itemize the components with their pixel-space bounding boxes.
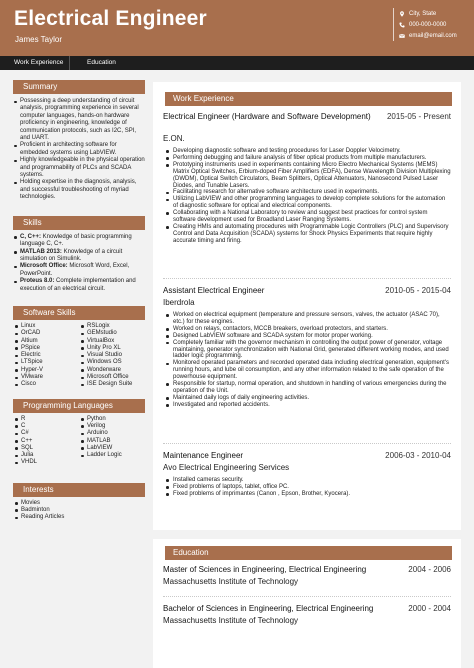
programming-col-2 (79, 416, 145, 467)
job-company: Avo Electrical Engineering Services (163, 463, 290, 472)
software-item: Wonderware (79, 367, 145, 374)
education-divider (163, 596, 451, 597)
nav-work-experience[interactable]: Work Experience (8, 56, 70, 70)
degree-dates: 2000 - 2004 (408, 604, 451, 613)
software-item: Unity Pro XL (79, 345, 145, 352)
contact-info (393, 8, 474, 41)
job-company: E.ON. (163, 134, 185, 143)
skills-heading: Skills (13, 216, 145, 230)
degree-dates: 2004 - 2006 (408, 565, 451, 574)
skill-desc: Microsoft Word, Excel, PowerPoint. (20, 263, 130, 277)
language-item: C (13, 423, 79, 430)
location-icon (399, 11, 405, 17)
job-divider (163, 278, 451, 279)
summary-section (13, 80, 145, 202)
email-icon (399, 33, 405, 39)
skills-section (13, 216, 145, 293)
software-item: PSpice (13, 345, 79, 352)
skill-item (13, 234, 145, 249)
job-dates: 2010-05 - 2015-04 (385, 286, 451, 295)
contact-location-text: City, State (409, 10, 437, 17)
job-duty: Responsible for startup, normal operation, and shutdown in handling of various emergencies during the operation of the Unit. (163, 381, 451, 395)
software-item: LTSpice (13, 359, 79, 366)
programming-languages-section (13, 399, 145, 467)
school-name: Massachusetts Institute of Technology (163, 577, 299, 586)
interests-section (13, 483, 145, 522)
nav-education[interactable]: Education (87, 59, 116, 66)
job-duty: Monitored operated parameters and recorded operated data including electrical generation, equipment's running hours, and lube oil consumption, and any other information related to the safe operation of the powerhouse equipment. (163, 360, 451, 381)
job-duties-list (163, 477, 451, 498)
school-name: Massachusetts Institute of Technology (163, 616, 299, 625)
interest-item: Movies (13, 500, 145, 507)
contact-email-text[interactable]: email@email.com (409, 32, 457, 39)
skill-item (13, 263, 145, 278)
software-item: Windows OS (79, 359, 145, 366)
job-duty: Completely familiar with the governor mechanism in controlling the output power of generator, voltage maintaining, generator synchronization with National Grid, generated different working modes, and used ladder logic programming. (163, 340, 451, 361)
interests-list (13, 500, 145, 522)
job-duty: Fixed problems of imprimantes (Canon , Epson, Brother, Kyocera). (163, 491, 451, 498)
job-dates: 2006-03 - 2010-04 (385, 451, 451, 460)
job-divider (163, 443, 451, 444)
section-nav (0, 56, 474, 70)
software-item: GEMstudio (79, 330, 145, 337)
phone-icon (399, 22, 405, 28)
language-item: VHDL (13, 459, 79, 466)
job-duty: Prototyping instruments used in experiments containing Micro Electro Mechanical Systems (MEMS) Matrix Optical Switches, Erbium-doped Fiber Amplifiers (EDFA), Dense Wavelength Division Multiplexing (DWDM), Optical Switch Circulators, Beam Splitters, Optical Attenuators, Nanosecond Pulsed Laser Diodes, and Tunable Lasers. (163, 162, 451, 190)
summary-item: Possessing a deep understanding of circuit analysis, programming experience in several computer languages, hands-on hardware proficiency in engineering, knowledge of communication protocols, such as I2C, SPI, and UART. (13, 98, 145, 142)
degree-title: Master of Sciences in Engineering, Electrical Engineering (163, 565, 367, 574)
software-skills-section (13, 306, 145, 389)
work-experience-card (153, 82, 461, 530)
programming-columns (13, 416, 145, 467)
job-duty: Facilitating research for alternative software architecture used in experiments. (163, 189, 451, 196)
software-item: ISE Design Suite (79, 381, 145, 388)
summary-item: Holding expertise in the diagnosis, analysis, and successful troubleshooting of myriad technologies. (13, 179, 145, 201)
language-item: C# (13, 430, 79, 437)
job-duty: Worked on relays, contactors, MCCB breakers, overload protectors, and starters. (163, 326, 451, 333)
education-card (153, 539, 461, 668)
skill-desc: Complete implementation and execution of an electrical circuit. (20, 278, 136, 292)
interest-item: Reading Articles (13, 514, 145, 521)
software-item: Linux (13, 323, 79, 330)
job-duty: Performing debugging and failure analysis of fiber optical products from multiple manufacturers. (163, 155, 451, 162)
job-duties-list (163, 312, 451, 409)
software-item: Hyper-V (13, 367, 79, 374)
summary-item: Proficient in architecting software for embedded systems using LabVIEW. (13, 142, 145, 157)
job-title: Maintenance Engineer (163, 451, 244, 460)
skill-name: Microsoft Office: (20, 263, 68, 270)
software-skills-col-1 (13, 323, 79, 389)
language-item: Ladder Logic (79, 452, 145, 459)
software-item: Cisco (13, 381, 79, 388)
skill-name: MATLAB 2013: (20, 248, 62, 255)
software-item: VirtualBox (79, 338, 145, 345)
language-item: MATLAB (79, 438, 145, 445)
language-item: Arduino (79, 430, 145, 437)
job-duties-list (163, 148, 451, 245)
degree-title: Bachelor of Sciences in Engineering, Electrical Engineering (163, 604, 374, 613)
language-item: Verilog (79, 423, 145, 430)
job-duty: Collaborating with a National Laboratory to review and suggest best practices for control system software development used for Broadland Laser Ranging Systems. (163, 210, 451, 224)
language-item: LabVIEW (79, 445, 145, 452)
programming-languages-heading: Programming Languages (13, 399, 145, 413)
skill-name: C, C++: (20, 233, 42, 240)
software-item: Visual Studio (79, 352, 145, 359)
job-company: Iberdrola (163, 298, 195, 307)
sidebar (13, 80, 145, 522)
contact-email[interactable] (399, 30, 474, 41)
language-item: SQL (13, 445, 79, 452)
software-item: Electric (13, 352, 79, 359)
skill-name: Proteus 8.0: (20, 278, 55, 285)
contact-phone (399, 19, 474, 30)
job-title: Electrical Engineer (Hardware and Software Development) (163, 112, 371, 121)
language-item: R (13, 416, 79, 423)
job-duty: Worked on electrical equipment (temperature and pressure sensors, valves, the actuator (ASAC 70), etc.) for these engines. (163, 312, 451, 326)
skill-item (13, 278, 145, 293)
summary-item: Highly knowledgeable in the physical operation and programmability of PLCs and SCADA systems. (13, 157, 145, 179)
language-item: Python (79, 416, 145, 423)
job-duty: Utilizing LabVIEW and other programming languages to develop complete solutions for the automation of diagnostic software for optical and electrical components. (163, 196, 451, 210)
software-skills-col-2 (79, 323, 145, 389)
job-dates: 2015-05 - Present (386, 112, 451, 121)
summary-list (13, 98, 145, 202)
resume-title: Electrical Engineer (14, 7, 207, 30)
skill-desc: Knowledge of basic programming language C, C+. (20, 233, 132, 248)
programming-col-1 (13, 416, 79, 467)
job-duty: Fixed problems of laptops, tablet, office PC. (163, 484, 451, 491)
job-duty: Investigated and reported accidents. (163, 402, 451, 409)
software-item: Microsoft Office (79, 374, 145, 381)
skill-desc: Knowledge of a circuit simulation on Simulink. (20, 248, 123, 262)
job-duty: Designed LabVIEW software and SCADA system for motor proper working. (163, 333, 451, 340)
software-item: OrCAD (13, 330, 79, 337)
job-duty: Maintained daily logs of daily engineering activities. (163, 395, 451, 402)
interest-item: Badminton (13, 507, 145, 514)
software-item: VMware (13, 374, 79, 381)
skills-list (13, 234, 145, 293)
job-duty: Creating HMIs and automating procedures with Programmable Logic Controllers (PLC) and Supervisory Control and Data Acquisition (SCADA) systems for Shock Physics Experiments that require highly accurate timing and firing. (163, 224, 451, 245)
job-duty: Installed cameras security. (163, 477, 451, 484)
candidate-name: James Taylor (15, 35, 62, 44)
software-skills-columns (13, 323, 145, 389)
software-item: Altium (13, 338, 79, 345)
contact-location (399, 8, 474, 19)
software-skills-heading: Software Skills (13, 306, 145, 320)
language-item: C++ (13, 438, 79, 445)
job-duty: Developing diagnostic software and testing procedures for Laser Doppler Velocimetry. (163, 148, 451, 155)
skill-item (13, 249, 145, 264)
resume-header (0, 0, 474, 56)
contact-phone-text: 000-000-0000 (409, 21, 447, 28)
software-item: RSLogix (79, 323, 145, 330)
language-item: Julia (13, 452, 79, 459)
job-title: Assistant Electrical Engineer (163, 286, 265, 295)
interests-heading: Interests (13, 483, 145, 497)
education-heading: Education (165, 546, 452, 560)
work-experience-heading: Work Experience (165, 92, 452, 106)
summary-heading: Summary (13, 80, 145, 94)
